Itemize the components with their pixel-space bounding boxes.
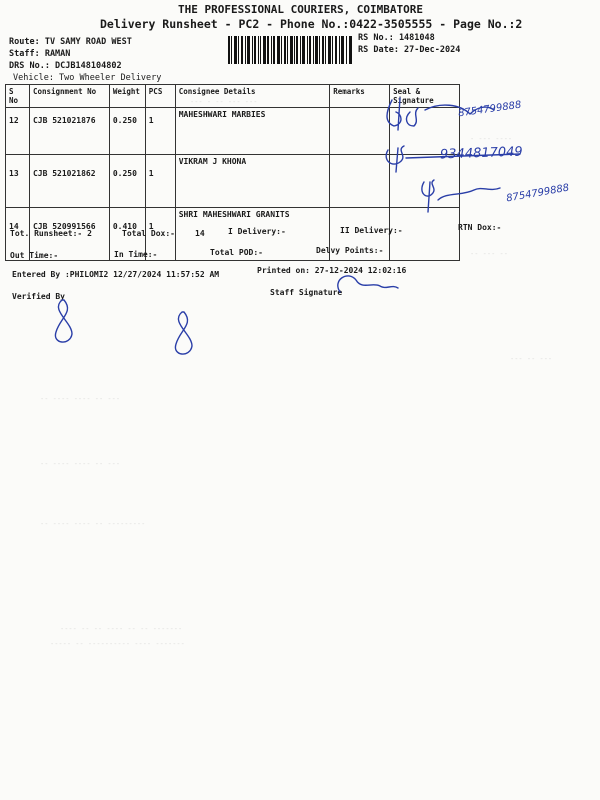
delvy-points: Delvy Points:- [316,246,384,255]
drs-number: DRS No.: DCJB148104802 [9,61,122,71]
in-time: In Time:- [114,250,158,259]
total-pod: Total POD:- [210,248,263,257]
cell-sno: 12 [6,108,30,155]
staff-signature-label: Staff Signature [270,288,343,297]
entered-by: Entered By :PHILOMI2 12/27/2024 11:57:52 AM [12,270,220,279]
cell-signature [390,155,460,208]
col-consignee: Consignee Details [175,85,329,108]
runsheet-page: THE PROFESSIONAL COURIERS, COIMBATORE Delivery Runsheet - PC2 - Phone No.:0422-3505555 - Page No.:2 Route: TV SAMY ROAD WEST Staff: RAMAN DRS No.: DCJB148104802 Vehicle: Two Wheeler Delivery RS No.: 1481048 RS Date: 27-Dec-2024 S No Consignment No Weight PCS Consignee Details Remarks Seal & Signature 12 CJB 521021876 0.250 1 MAHESHWARI MARBIES 13 CJB 521021862 0.250 1 VIKRAM J KHONA 14 CJB 520991566 0.410 1 SHRI MAHESHWARI GRANITS Tot. Runsheet:- 2 Total Dox:- 14 I Delivery:- II Delivery:- RTN Dox:- Out Time:- In Time:- Total POD:- Delvy Points:- Entered By :PHILOMI2 12/27/2024 11:57:52 AM Printed on: 27-12-2024 12:02:16 Verified By Staff Signature --- - -- --- --- - --- ---- -- --- -- --- -- --- -- ---- ---- -- --- -- ---- ---- -- --- -- ---- ---- -- --------- ---- -- -- ---- -- -- ------- ----- -- ---------- ---- ------- 8754799888 9344817049 8754799888 [0,0,600,800]
company-name: THE PROFESSIONAL COURIERS, COIMBATORE [178,3,424,16]
cell-remarks [330,108,390,155]
rs-date: RS Date: 27-Dec-2024 [358,45,461,55]
rs-number: RS No.: 1481048 [358,33,435,43]
row14-handwritten-phone: 8754799888 [505,182,571,205]
cell-consignment: CJB 521021876 [29,108,109,155]
total-dox-label: Total Dox:- [122,229,175,238]
col-consignment: Consignment No [29,85,109,108]
i-delivery: I Delivery:- [228,227,286,236]
col-remarks: Remarks [330,85,390,108]
table-row [6,108,460,155]
staff: Staff: RAMAN [9,49,71,59]
cell-sno: 14 [6,208,30,261]
printed-on: Printed on: 27-12-2024 12:02:16 [257,266,407,275]
table-row [6,155,460,208]
row13-handwritten-phone: 9344817049 [439,144,523,163]
col-sno: S No [6,85,30,108]
col-pcs: PCS [145,85,175,108]
route: Route: TV SAMY ROAD WEST [9,37,132,47]
rtn-dox: RTN Dox:- [458,223,502,232]
total-dox-value: 14 [195,229,205,238]
col-signature: Seal & Signature [390,85,460,108]
cell-weight: 0.250 [109,155,145,208]
cell-consignee: MAHESHWARI MARBIES [175,108,329,155]
cell-consignment: CJB 521021862 [29,155,109,208]
cell-pcs: 1 [145,155,175,208]
out-time: Out Time:- [10,251,59,260]
cell-remarks [330,155,390,208]
barcode [228,36,352,64]
cell-consignee: VIKRAM J KHONA [175,155,329,208]
cell-weight: 0.250 [109,108,145,155]
cell-consignment: CJB 520991566 [29,208,109,261]
col-weight: Weight [109,85,145,108]
row12-handwritten-phone: 8754799888 [457,99,523,120]
ii-delivery: II Delivery:- [340,226,403,235]
cell-sno: 13 [6,155,30,208]
tot-runsheet: Tot. Runsheet:- 2 [10,229,92,238]
cell-weight: 0.410 [109,208,145,261]
runsheet-title: Delivery Runsheet - PC2 - Phone No.:0422-3505555 - Page No.:2 [100,17,523,31]
verified-by: Verified By [12,292,65,301]
cell-pcs: 1 [145,108,175,155]
vehicle: Vehicle: Two Wheeler Delivery [13,73,162,83]
cell-pcs: 1 [145,208,175,261]
cell-consignee: SHRI MAHESHWARI GRANITS [175,208,329,261]
